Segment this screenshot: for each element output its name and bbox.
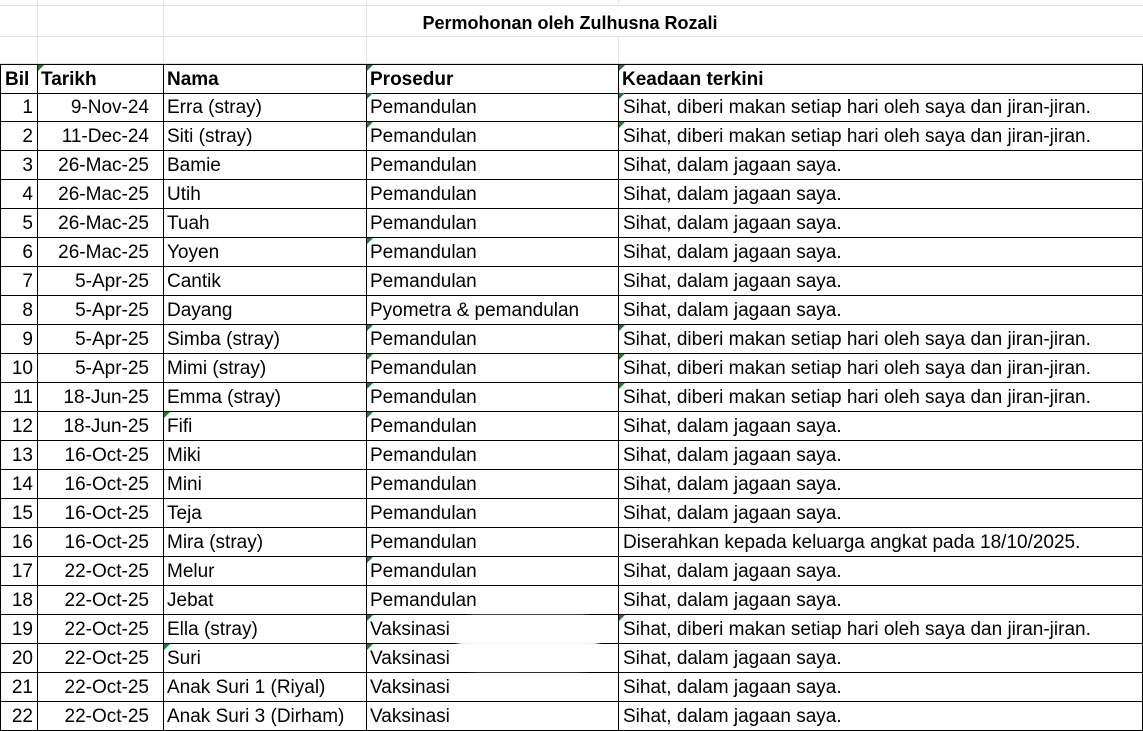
cell-prosedur-text: Pemandulan <box>370 213 477 234</box>
cell[interactable] <box>38 6 164 37</box>
cell-tarikh-text: 26-Mac-25 <box>58 155 149 176</box>
cell-tarikh-text: 9-Nov-24 <box>70 97 149 118</box>
table-row <box>0 354 1143 383</box>
cell-prosedur[interactable] <box>367 470 619 499</box>
cell-bil[interactable] <box>0 470 38 499</box>
cell-tarikh-text: 11-Dec-24 <box>61 126 149 147</box>
cell-keadaan[interactable] <box>619 151 1143 180</box>
table-row <box>0 296 1143 325</box>
cell-bil-text: 4 <box>22 184 33 205</box>
cell[interactable] <box>164 37 367 64</box>
cell-nama-text: Anak Suri 1 (Riyal) <box>167 677 326 698</box>
cell-nama-text: Melur <box>167 561 215 582</box>
cell-bil-text: 10 <box>11 358 33 379</box>
comment-marker <box>367 557 373 563</box>
comment-marker <box>619 615 625 621</box>
cell-bil[interactable] <box>0 615 38 644</box>
cell-nama-text: Yoyen <box>167 242 220 263</box>
cell-tarikh-text: 22-Oct-25 <box>64 561 149 582</box>
cell-tarikh[interactable] <box>38 557 164 586</box>
cell-keadaan[interactable] <box>619 557 1143 586</box>
cell-bil[interactable] <box>0 325 38 354</box>
cell-nama[interactable] <box>164 528 367 557</box>
cell-keadaan-text: Sihat, diberi makan setiap hari oleh saya dan jiran-jiran. <box>623 619 1091 640</box>
comment-marker <box>38 65 44 71</box>
cell-tarikh[interactable] <box>38 586 164 615</box>
cell-bil-text: 8 <box>22 300 33 321</box>
cell-bil-text: 6 <box>22 242 33 263</box>
table-row <box>0 267 1143 296</box>
table-row <box>0 673 1143 702</box>
cell-prosedur[interactable] <box>367 441 619 470</box>
cell-bil[interactable] <box>0 383 38 412</box>
cell-nama[interactable] <box>164 122 367 151</box>
cell-prosedur[interactable] <box>367 209 619 238</box>
cell-tarikh[interactable] <box>38 673 164 702</box>
cell-tarikh[interactable] <box>38 499 164 528</box>
cell-tarikh[interactable] <box>38 325 164 354</box>
cell-nama[interactable] <box>164 238 367 267</box>
cell-prosedur[interactable] <box>367 325 619 354</box>
cell[interactable] <box>0 37 38 64</box>
cell-tarikh[interactable] <box>38 267 164 296</box>
cell-nama[interactable] <box>164 470 367 499</box>
cell-prosedur-text: Pemandulan <box>370 416 477 437</box>
table-row <box>0 238 1143 267</box>
cell-prosedur[interactable] <box>367 412 619 441</box>
table-row <box>0 180 1143 209</box>
cell-keadaan[interactable] <box>619 412 1143 441</box>
cell-bil-text: 21 <box>11 677 33 698</box>
cell-prosedur[interactable] <box>367 673 619 702</box>
cell-keadaan[interactable] <box>619 122 1143 151</box>
cell-nama-text: Ella (stray) <box>167 619 258 640</box>
cell-tarikh-text: 18-Jun-25 <box>63 387 149 408</box>
cell-nama[interactable] <box>164 673 367 702</box>
cell-nama-text: Utih <box>167 184 201 205</box>
cell-tarikh-text: 26-Mac-25 <box>58 213 149 234</box>
cell[interactable] <box>367 37 619 64</box>
cell-keadaan[interactable] <box>619 267 1143 296</box>
cell-bil[interactable] <box>0 267 38 296</box>
cell-keadaan-text: Sihat, dalam jagaan saya. <box>623 648 842 669</box>
cell-keadaan[interactable] <box>619 615 1143 644</box>
cell-bil-text: 18 <box>11 590 33 611</box>
cell-keadaan-text: Sihat, diberi makan setiap hari oleh saya dan jiran-jiran. <box>623 126 1091 147</box>
cell-bil-text: 22 <box>11 706 33 727</box>
blur-overlay <box>458 616 598 670</box>
header-prosedur[interactable] <box>367 65 619 94</box>
cell-keadaan-text: Sihat, dalam jagaan saya. <box>623 271 842 292</box>
cell-prosedur-text: Pemandulan <box>370 387 477 408</box>
cell-tarikh[interactable] <box>38 354 164 383</box>
comment-marker <box>619 65 625 71</box>
header-nama[interactable]: Nama <box>164 65 367 94</box>
cell-prosedur[interactable] <box>367 354 619 383</box>
cell-bil[interactable] <box>0 354 38 383</box>
table-row <box>0 441 1143 470</box>
cell-keadaan-text: Sihat, dalam jagaan saya. <box>623 155 842 176</box>
cell-tarikh[interactable] <box>38 441 164 470</box>
cell-nama[interactable] <box>164 644 367 673</box>
cell-tarikh-text: 22-Oct-25 <box>64 590 149 611</box>
cell-keadaan[interactable] <box>619 586 1143 615</box>
cell-tarikh-text: 5-Apr-25 <box>75 300 149 321</box>
cell-bil-text: 12 <box>11 416 33 437</box>
cell-nama-text: Suri <box>167 648 201 669</box>
cell-prosedur-text: Pemandulan <box>370 445 477 466</box>
cell-tarikh-text: 5-Apr-25 <box>75 271 149 292</box>
cell-nama-text: Anak Suri 3 (Dirham) <box>167 706 345 727</box>
cell-nama-text: Jebat <box>167 590 214 611</box>
cell-nama[interactable] <box>164 93 367 122</box>
cell-keadaan-text: Sihat, diberi makan setiap hari oleh saya dan jiran-jiran. <box>623 358 1091 379</box>
comment-marker <box>164 412 170 418</box>
cell-tarikh[interactable] <box>38 122 164 151</box>
table-row <box>0 470 1143 499</box>
cell-tarikh[interactable] <box>38 412 164 441</box>
cell-keadaan-text: Sihat, dalam jagaan saya. <box>623 184 842 205</box>
cell-prosedur-text: Vaksinasi <box>370 619 450 640</box>
header-row <box>0 64 1143 94</box>
cell-bil[interactable] <box>0 673 38 702</box>
cell[interactable] <box>619 37 1143 64</box>
cell-tarikh[interactable] <box>38 383 164 412</box>
cell-prosedur-text: Pemandulan <box>370 126 477 147</box>
cell-prosedur[interactable] <box>367 499 619 528</box>
cell-keadaan-text: Sihat, dalam jagaan saya. <box>623 706 842 727</box>
cell-tarikh[interactable] <box>38 209 164 238</box>
cell-keadaan-text: Sihat, dalam jagaan saya. <box>623 590 842 611</box>
cell-nama-text: Tuah <box>167 213 210 234</box>
cell-prosedur-text: Pemandulan <box>370 532 477 553</box>
table-row <box>0 93 1143 122</box>
cell-keadaan[interactable] <box>619 441 1143 470</box>
comment-marker <box>164 644 170 650</box>
comment-marker <box>367 383 373 389</box>
header-bil[interactable]: Bil <box>0 65 38 94</box>
cell-prosedur[interactable] <box>367 267 619 296</box>
comment-marker <box>367 615 373 621</box>
cell[interactable] <box>38 37 164 64</box>
cell-tarikh-text: 16-Oct-25 <box>64 474 149 495</box>
cell-bil-text: 20 <box>11 648 33 669</box>
cell-keadaan-text: Sihat, dalam jagaan saya. <box>623 416 842 437</box>
comment-marker <box>367 354 373 360</box>
comment-marker <box>367 238 373 244</box>
cell-keadaan[interactable] <box>619 238 1143 267</box>
table-row <box>0 557 1143 586</box>
cell-keadaan[interactable] <box>619 383 1143 412</box>
cell-bil-text: 19 <box>11 619 33 640</box>
header-keadaan-label: Keadaan terkini <box>622 69 764 90</box>
title-row <box>0 6 1143 37</box>
comment-marker <box>619 122 625 128</box>
cell-nama-text: Mira (stray) <box>167 532 264 553</box>
cell-keadaan-text: Sihat, dalam jagaan saya. <box>623 474 842 495</box>
cell-tarikh[interactable] <box>38 470 164 499</box>
cell-nama-text: Siti (stray) <box>167 126 253 147</box>
cell-bil[interactable] <box>0 644 38 673</box>
cell-keadaan-text: Sihat, dalam jagaan saya. <box>623 561 842 582</box>
cell-prosedur-text: Pemandulan <box>370 561 477 582</box>
cell-tarikh[interactable] <box>38 180 164 209</box>
table-row <box>0 151 1143 180</box>
cell-tarikh-text: 26-Mac-25 <box>58 184 149 205</box>
cell-prosedur-text: Pemandulan <box>370 590 477 611</box>
cell-nama[interactable] <box>164 267 367 296</box>
cell-keadaan[interactable] <box>619 180 1143 209</box>
cell-tarikh-text: 5-Apr-25 <box>75 329 149 350</box>
cell-nama-text: Simba (stray) <box>167 329 280 350</box>
cell-nama-text: Miki <box>167 445 201 466</box>
header-tarikh[interactable] <box>38 65 164 94</box>
cell-tarikh-text: 18-Jun-25 <box>63 416 149 437</box>
comment-marker <box>367 412 373 418</box>
cell-prosedur[interactable] <box>367 238 619 267</box>
cell-prosedur-text: Pemandulan <box>370 329 477 350</box>
table-row <box>0 325 1143 354</box>
cell-prosedur[interactable] <box>367 93 619 122</box>
comment-marker <box>367 65 373 71</box>
cell-keadaan-text: Sihat, diberi makan setiap hari oleh saya dan jiran-jiran. <box>623 387 1091 408</box>
cell-prosedur-text: Vaksinasi <box>370 677 450 698</box>
cell-bil[interactable] <box>0 412 38 441</box>
cell-keadaan-text: Sihat, dalam jagaan saya. <box>623 503 842 524</box>
cell-bil-text: 13 <box>11 445 33 466</box>
cell-prosedur-text: Pemandulan <box>370 242 477 263</box>
cell-keadaan-text: Sihat, dalam jagaan saya. <box>623 445 842 466</box>
cell-nama-text: Emma (stray) <box>167 387 281 408</box>
cell-bil[interactable] <box>0 441 38 470</box>
cell-nama[interactable] <box>164 209 367 238</box>
blank-row <box>0 37 1143 64</box>
cell-tarikh[interactable] <box>38 296 164 325</box>
cell-tarikh-text: 26-Mac-25 <box>58 242 149 263</box>
cell-bil[interactable] <box>0 499 38 528</box>
cell-tarikh[interactable] <box>38 151 164 180</box>
cell-prosedur-text: Pemandulan <box>370 184 477 205</box>
cell-tarikh[interactable] <box>38 644 164 673</box>
cell-nama[interactable] <box>164 151 367 180</box>
cell-bil[interactable] <box>0 238 38 267</box>
cell-bil-text: 17 <box>11 561 33 582</box>
cell-prosedur[interactable] <box>367 151 619 180</box>
comment-marker <box>367 93 373 99</box>
cell-bil-text: 14 <box>11 474 33 495</box>
cell-keadaan[interactable] <box>619 296 1143 325</box>
cell-bil[interactable] <box>0 209 38 238</box>
cell-bil[interactable] <box>0 528 38 557</box>
cell-keadaan-text: Diserahkan kepada keluarga angkat pada 18/10/2025. <box>623 532 1081 553</box>
cell-bil[interactable] <box>0 180 38 209</box>
cell-tarikh[interactable] <box>38 528 164 557</box>
cell-tarikh-text: 22-Oct-25 <box>64 677 149 698</box>
cell-keadaan[interactable] <box>619 644 1143 673</box>
cell-prosedur-text: Vaksinasi <box>370 706 450 727</box>
cell-prosedur-text: Pemandulan <box>370 358 477 379</box>
sheet-title: Permohonan oleh Zulhusna Rozali <box>422 13 718 33</box>
comment-marker <box>619 383 625 389</box>
cell-bil-text: 16 <box>11 532 33 553</box>
cell-tarikh-text: 16-Oct-25 <box>64 532 149 553</box>
cell-bil-text: 7 <box>22 271 33 292</box>
cell-nama-text: Cantik <box>167 271 221 292</box>
cell-nama-text: Erra (stray) <box>167 97 262 118</box>
cell-prosedur[interactable] <box>367 557 619 586</box>
cell-nama[interactable] <box>164 180 367 209</box>
cell-bil[interactable] <box>0 586 38 615</box>
table-row <box>0 209 1143 238</box>
cell-keadaan[interactable] <box>619 209 1143 238</box>
comment-marker <box>619 325 625 331</box>
cell[interactable] <box>0 6 38 37</box>
cell-nama[interactable] <box>164 615 367 644</box>
cell-bil-text: 9 <box>22 329 33 350</box>
cell-keadaan-text: Sihat, dalam jagaan saya. <box>623 677 842 698</box>
cell-keadaan[interactable] <box>619 93 1143 122</box>
cell-nama[interactable] <box>164 296 367 325</box>
table-row <box>0 122 1143 151</box>
cell-prosedur-text: Pemandulan <box>370 97 477 118</box>
cell-bil-text: 15 <box>11 503 33 524</box>
cell-bil[interactable] <box>0 151 38 180</box>
cell-keadaan[interactable] <box>619 354 1143 383</box>
cell-tarikh[interactable] <box>38 615 164 644</box>
cell-keadaan-text: Sihat, dalam jagaan saya. <box>623 213 842 234</box>
cell-tarikh-text: 22-Oct-25 <box>64 648 149 669</box>
cell-nama[interactable] <box>164 441 367 470</box>
cell-tarikh-text: 22-Oct-25 <box>64 619 149 640</box>
cell-prosedur-text: Pyometra & pemandulan <box>370 300 580 321</box>
cell-nama[interactable] <box>164 499 367 528</box>
comment-marker <box>619 354 625 360</box>
cell-bil-text: 3 <box>22 155 33 176</box>
cell-prosedur[interactable] <box>367 180 619 209</box>
cell-nama[interactable] <box>164 557 367 586</box>
cell-keadaan-text: Sihat, dalam jagaan saya. <box>623 300 842 321</box>
cell-nama[interactable] <box>164 383 367 412</box>
cell-prosedur[interactable] <box>367 383 619 412</box>
cell-bil[interactable] <box>0 557 38 586</box>
cell-nama[interactable] <box>164 412 367 441</box>
comment-marker <box>367 325 373 331</box>
cell-prosedur-text: Pemandulan <box>370 155 477 176</box>
cell-prosedur[interactable] <box>367 122 619 151</box>
cell[interactable] <box>164 6 367 37</box>
cell-bil[interactable] <box>0 296 38 325</box>
comment-marker <box>619 93 625 99</box>
cell-nama-text: Teja <box>167 503 202 524</box>
cell-nama[interactable] <box>164 586 367 615</box>
table-row <box>0 383 1143 412</box>
table-row <box>0 586 1143 615</box>
cell-prosedur[interactable] <box>367 296 619 325</box>
cell-prosedur-text: Pemandulan <box>370 503 477 524</box>
cell-bil-text: 2 <box>22 126 33 147</box>
comment-marker <box>367 122 373 128</box>
table-row <box>0 499 1143 528</box>
comment-marker <box>367 644 373 650</box>
cell-bil-text: 1 <box>22 97 33 118</box>
cell-bil-text: 11 <box>13 387 33 408</box>
cell-tarikh-text: 16-Oct-25 <box>64 445 149 466</box>
cell-prosedur-text: Vaksinasi <box>370 648 450 669</box>
cell-bil[interactable] <box>0 93 38 122</box>
cell-keadaan-text: Sihat, dalam jagaan saya. <box>623 242 842 263</box>
header-keadaan[interactable] <box>619 65 1143 94</box>
cell-nama-text: Dayang <box>167 300 233 321</box>
cell-nama-text: Bamie <box>167 155 221 176</box>
cell-tarikh-text: 5-Apr-25 <box>75 358 149 379</box>
cell-tarikh[interactable] <box>38 93 164 122</box>
cell-prosedur[interactable] <box>367 586 619 615</box>
cell-keadaan[interactable] <box>619 528 1143 557</box>
header-prosedur-label: Prosedur <box>370 69 454 90</box>
cell-keadaan-text: Sihat, diberi makan setiap hari oleh saya dan jiran-jiran. <box>623 97 1091 118</box>
cell-keadaan-text: Sihat, diberi makan setiap hari oleh saya dan jiran-jiran. <box>623 329 1091 350</box>
cell-nama[interactable] <box>164 354 367 383</box>
cell-keadaan[interactable] <box>619 499 1143 528</box>
header-tarikh-label: Tarikh <box>41 69 97 90</box>
table-row <box>0 528 1143 557</box>
cell-tarikh-text: 22-Oct-25 <box>64 706 149 727</box>
cell-keadaan[interactable] <box>619 325 1143 354</box>
cell-prosedur[interactable] <box>367 528 619 557</box>
cell-prosedur-text: Pemandulan <box>370 474 477 495</box>
cell-nama-text: Fifi <box>167 416 193 437</box>
cell-nama-text: Mimi (stray) <box>167 358 267 379</box>
cell-bil[interactable] <box>0 122 38 151</box>
cell-tarikh-text: 16-Oct-25 <box>64 503 149 524</box>
table-row <box>0 412 1143 441</box>
cell-nama-text: Mini <box>167 474 202 495</box>
cell-tarikh[interactable] <box>38 238 164 267</box>
cell-bil-text: 5 <box>22 213 33 234</box>
cell-nama[interactable] <box>164 325 367 354</box>
cell-keadaan[interactable] <box>619 470 1143 499</box>
cell-keadaan[interactable] <box>619 673 1143 702</box>
cell-prosedur-text: Pemandulan <box>370 271 477 292</box>
